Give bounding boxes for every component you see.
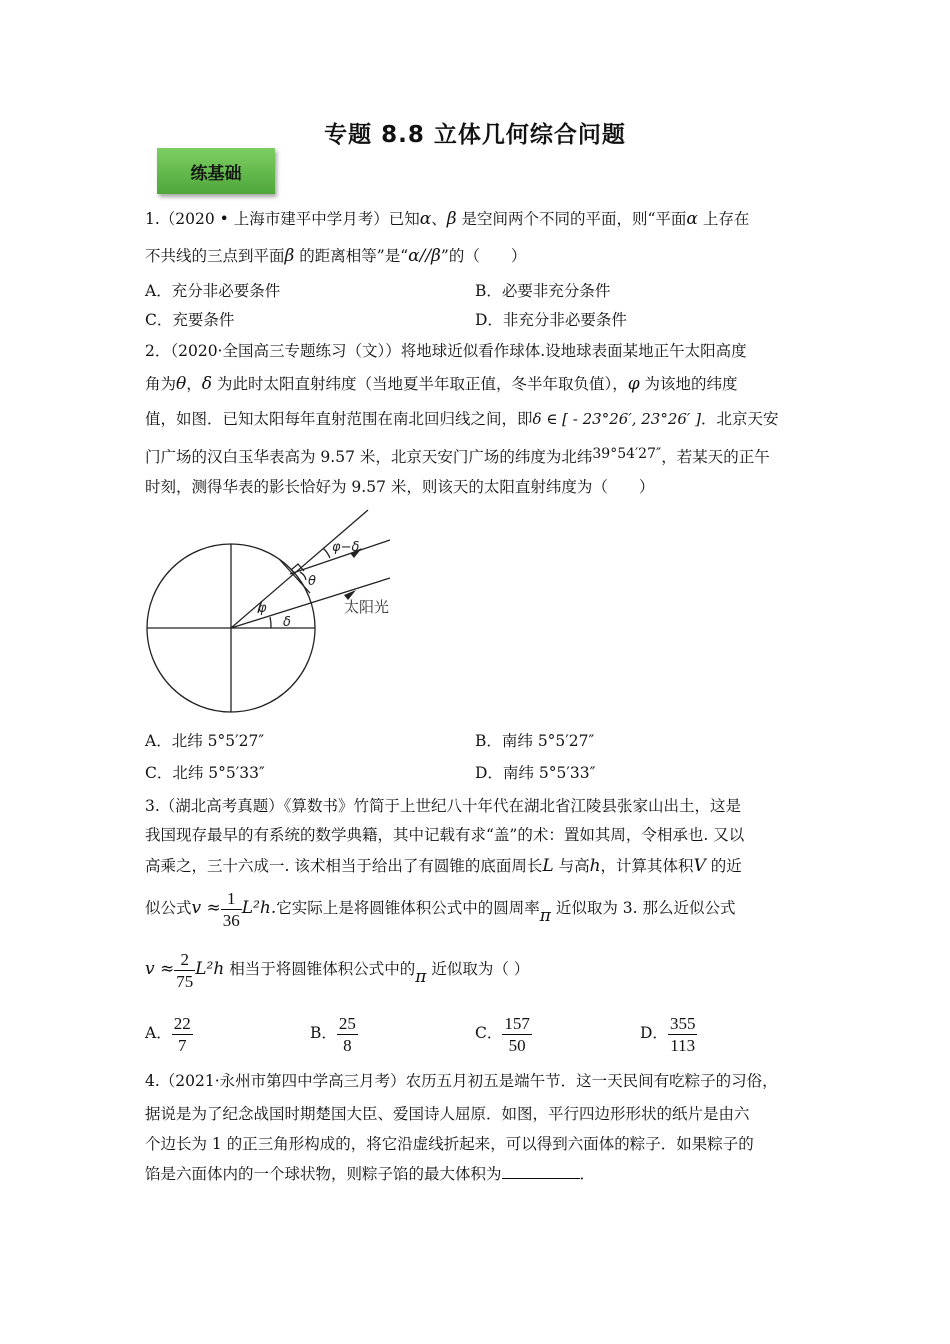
q3-line-5 <box>145 946 529 1000</box>
q2-line-4 <box>145 443 770 468</box>
q2-text: ．北京天安 <box>700 410 779 428</box>
q1-text: 1.（2020 • 上海市建平中学月考）已知 <box>145 210 420 228</box>
q3-pi: π <box>539 906 551 926</box>
q3-option-c[interactable] <box>475 1010 532 1056</box>
q3-option-c-denominator: 50 <box>508 1035 526 1055</box>
section-badge: 练基础 <box>157 148 275 194</box>
q1-option-d[interactable]: D．非充分非必要条件 <box>475 311 627 329</box>
q3-option-d-numerator: 355 <box>669 1013 696 1033</box>
q2-option-c[interactable]: C．北纬 5°5′33″ <box>145 764 265 782</box>
q3-option-a[interactable] <box>145 1010 193 1056</box>
q3-line-3 <box>145 855 742 877</box>
formula-1-lhs: v ≈ <box>191 898 221 918</box>
q1-parallel: α//β <box>408 246 441 266</box>
theta-arc <box>300 572 306 580</box>
q3-text: 近似取为（ ） <box>426 960 530 978</box>
formula-1-denominator: 36 <box>222 910 240 930</box>
q3-option-d-denominator: 113 <box>670 1035 696 1055</box>
q3-option-d[interactable] <box>640 1010 697 1056</box>
q2-text: 值，如图．已知太阳每年直射范围在南北回归线之间，即 <box>145 410 533 428</box>
q3-text: 似公式 <box>145 899 192 917</box>
q4-text: ． <box>579 1165 596 1183</box>
q2-line-2 <box>145 373 738 395</box>
formula-2-lhs: v ≈ <box>145 959 175 979</box>
q2-line-3 <box>145 408 778 430</box>
q2-latitude: 39°54′27″ <box>592 446 662 462</box>
q1-line-1 <box>145 208 749 230</box>
q1-sep: 、 <box>431 210 447 228</box>
answer-blank[interactable] <box>502 1164 580 1179</box>
q1-beta: β <box>284 246 295 266</box>
q3-text: 与高 <box>553 857 590 875</box>
q3-option-a-fraction <box>172 1013 193 1056</box>
formula-2-rhs: L²h <box>195 959 225 979</box>
q2-text: ， <box>186 375 202 393</box>
q1-alpha: α <box>419 209 432 229</box>
q3-text: 高乘之，三十六成一. 该术相当于给出了有圆锥的底面周长 <box>145 857 543 875</box>
q1-text: 上存在 <box>697 210 750 228</box>
q2-option-d[interactable]: D．南纬 5°5′33″ <box>475 764 596 782</box>
tangent-line <box>280 560 310 593</box>
q3-option-b-fraction <box>337 1013 358 1056</box>
phi-delta-arc <box>323 548 330 558</box>
q3-text: 相当于将圆锥体积公式中的 <box>224 960 416 978</box>
q3-L: L <box>542 856 554 876</box>
page-title: 专题 8.8 立体几何综合问题 <box>324 122 626 148</box>
q3-option-a-label: A． <box>145 1024 172 1042</box>
label-delta: δ <box>283 615 291 630</box>
formula-1-fraction <box>221 888 242 931</box>
q3-option-d-label: D． <box>640 1024 668 1042</box>
formula-2-denominator: 75 <box>176 971 194 991</box>
q3-option-d-fraction <box>668 1013 698 1056</box>
q3-option-c-numerator: 157 <box>504 1013 530 1033</box>
q4-line-4 <box>145 1163 595 1185</box>
q3-h: h <box>589 856 601 876</box>
q3-V: V <box>693 856 706 876</box>
q4-text: 馅是六面体内的一个球状物，则粽子馅的最大体积为 <box>145 1165 502 1183</box>
q1-text: 是空间两个不同的平面，则“平面 <box>456 210 687 228</box>
q3-text: 的近 <box>705 857 742 875</box>
q3-pi: π <box>415 967 427 987</box>
q1-line-2 <box>145 245 526 267</box>
q1-alpha: α <box>686 209 698 229</box>
q3-option-c-label: C． <box>475 1024 503 1042</box>
q3-option-a-numerator: 22 <box>173 1013 191 1033</box>
q1-text: 不共线的三点到平面 <box>145 247 285 265</box>
q2-delta: δ <box>201 374 213 394</box>
q1-option-b[interactable]: B．必要非充分条件 <box>475 282 611 300</box>
q2-phi: φ <box>627 374 640 394</box>
q3-text: 它实际上是将圆锥体积公式中的圆周率 <box>276 899 540 917</box>
q3-text: 近似取为 3. 那么近似公式 <box>550 899 736 917</box>
formula-1-numerator: 1 <box>221 888 242 910</box>
q2-text: ，若某天的正午 <box>661 448 770 466</box>
q3-option-b-numerator: 25 <box>338 1013 356 1033</box>
label-theta: θ <box>308 574 316 589</box>
q1-beta: β <box>446 209 457 229</box>
delta-arc <box>270 617 271 628</box>
q2-text: 门广场的汉白玉华表高为 9.57 米，北京天安门广场的纬度为北纬 <box>145 448 593 466</box>
q2-text: 为此时太阳直射纬度（当地夏半年取正值，冬半年取负值）， <box>212 375 628 393</box>
formula-1-rhs: L²h. <box>241 898 277 918</box>
q4-line-2: 据说是为了纪念战国时期楚国大臣、爱国诗人屈原．如图，平行四边形形状的纸片是由六 <box>145 1105 750 1123</box>
q1-option-a[interactable]: A．充分非必要条件 <box>145 282 281 300</box>
q4-line-1: 4.（2021·永州市第四中学高三月考）农历五月初五是端午节．这一天民间有吃粽子的习俗， <box>145 1072 778 1090</box>
q3-option-b[interactable] <box>310 1010 358 1056</box>
formula-2-numerator: 2 <box>174 949 195 971</box>
q3-line-4 <box>145 885 736 939</box>
q2-text: 为该地的纬度 <box>639 375 738 393</box>
q2-option-b[interactable]: B．南纬 5°5′27″ <box>475 732 595 750</box>
q3-option-b-denominator: 8 <box>343 1035 352 1055</box>
q2-option-a[interactable]: A．北纬 5°5′27″ <box>145 732 265 750</box>
q3-option-c-fraction <box>502 1013 532 1056</box>
formula-2-fraction <box>174 949 195 992</box>
q4-line-3: 个边长为 1 的正三角形构成的，将它沿虚线折起来，可以得到六面体的粽子．如果粽子的 <box>145 1135 754 1153</box>
q3-option-a-denominator: 7 <box>177 1035 187 1055</box>
q2-line-5: 时刻，测得华表的影长恰好为 9.57 米，则该天的太阳直射纬度为（ ） <box>145 478 655 496</box>
q1-text: ”的（ ） <box>440 247 527 265</box>
earth-sunlight-figure <box>140 500 420 720</box>
q3-line-2: 我国现存最早的有系统的数学典籍，其中记载有求“盖”的术：置如其周，令相承也. 又以 <box>145 826 745 844</box>
label-sunlight: 太阳光 <box>344 598 390 616</box>
q1-text: 的距离相等”是“ <box>294 247 409 265</box>
q1-option-c[interactable]: C．充要条件 <box>145 311 235 329</box>
label-phi: φ <box>258 601 267 616</box>
q3-text: ，计算其体积 <box>600 857 694 875</box>
label-phi-delta: φ−δ <box>332 540 360 555</box>
q2-text: 角为 <box>145 375 177 393</box>
q3-option-b-label: B． <box>310 1024 337 1042</box>
q3-line-1: 3.（湖北高考真题）《算数书》竹简于上世纪八十年代在湖北省江陵县张家山出土，这是 <box>145 797 742 815</box>
q2-line-1: 2．（2020·全国高三专题练习（文））将地球近似看作球体.设地球表面某地正午太阳高度 <box>145 342 747 360</box>
q2-theta: θ <box>176 374 187 394</box>
q2-range: δ ∈ [ - 23°26′, 23°26′ ] <box>532 410 701 428</box>
